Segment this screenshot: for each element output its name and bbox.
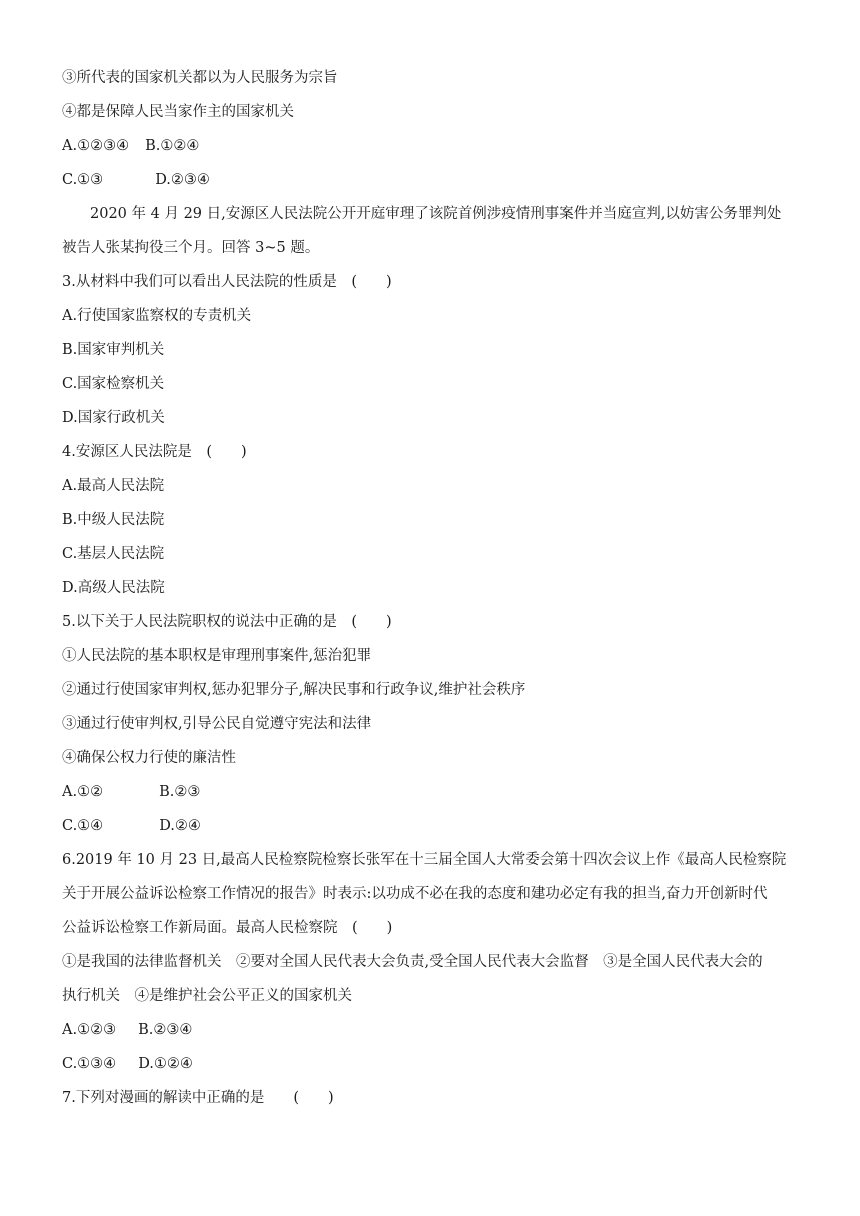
material-paragraph-line-2: 被告人张某拘役三个月。回答 3~5 题。 <box>62 240 320 256</box>
q5-choice-c: C.①④ <box>62 818 104 834</box>
q2-choice-c: C.①③ <box>62 172 104 188</box>
q2-choice-a: A.①②③④ <box>62 138 130 154</box>
q5-choice-row-2 <box>62 816 802 836</box>
q5-choice-a: A.①② <box>62 784 104 800</box>
q3-choice-a: A.行使国家监察权的专责机关 <box>62 308 252 324</box>
q5-choice-b: B.②③ <box>159 784 201 800</box>
q4-stem: 4.安源区人民法院是 ( ) <box>62 444 247 460</box>
q5-choice-d: D.②④ <box>159 818 201 834</box>
q6-choice-a: A.①②③ <box>62 1022 117 1038</box>
q4-choice-b: B.中级人民法院 <box>62 512 165 528</box>
q2-choice-b: B.①②④ <box>145 138 200 154</box>
q5-stem: 5.以下关于人民法院职权的说法中正确的是 ( ) <box>62 614 392 630</box>
q4-choice-c: C.基层人民法院 <box>62 546 165 562</box>
q4-choice-a: A.最高人民法院 <box>62 478 165 494</box>
q4-choice-d: D.高级人民法院 <box>62 580 165 596</box>
q5-choice-row-1 <box>62 782 802 802</box>
q6-choice-row-1 <box>62 1020 802 1040</box>
q3-choice-b: B.国家审判机关 <box>62 342 165 358</box>
q7-stem: 7.下列对漫画的解读中正确的是 ( ) <box>62 1090 334 1106</box>
q5-option-1: ①人民法院的基本职权是审理刑事案件,惩治犯罪 <box>62 648 372 664</box>
q5-option-3: ③通过行使审判权,引导公民自觉遵守宪法和法律 <box>62 716 372 732</box>
material-paragraph-line-1: 2020 年 4 月 29 日,安源区人民法院公开开庭审理了该院首例涉疫情刑事案件并当庭宣判,以妨害公务罪判处 <box>90 206 782 222</box>
q6-options-line-1: ①是我国的法律监督机关 ②要对全国人民代表大会负责,受全国人民代表大会监督 ③是全国人民代表大会的 <box>62 954 763 970</box>
q2-choice-row-1 <box>62 136 802 156</box>
q3-choice-d: D.国家行政机关 <box>62 410 165 426</box>
q6-stem-line-1: 6.2019 年 10 月 23 日,最高人民检察院检察长张军在十三届全国人大常委会第十四次会议上作《最高人民检察院 <box>62 852 787 868</box>
q6-stem-line-3: 公益诉讼检察工作新局面。最高人民检察院 ( ) <box>62 920 393 936</box>
q2-choice-d: D.②③④ <box>155 172 210 188</box>
q3-choice-c: C.国家检察机关 <box>62 376 165 392</box>
q2-option-4: ④都是保障人民当家作主的国家机关 <box>62 104 294 120</box>
q6-choice-d: D.①②④ <box>138 1056 193 1072</box>
q6-choice-row-2 <box>62 1054 802 1074</box>
q6-stem-line-2: 关于开展公益诉讼检察工作情况的报告》时表示:以功成不必在我的态度和建功必定有我的担当,奋力开创新时代 <box>62 886 768 902</box>
q6-choice-b: B.②③④ <box>138 1022 193 1038</box>
q6-choice-c: C.①③④ <box>62 1056 117 1072</box>
q2-option-3: ③所代表的国家机关都以为人民服务为宗旨 <box>62 70 338 86</box>
q3-stem: 3.从材料中我们可以看出人民法院的性质是 ( ) <box>62 274 392 290</box>
q6-options-line-2: 执行机关 ④是维护社会公平正义的国家机关 <box>62 988 352 1004</box>
q2-choice-row-2 <box>62 170 802 190</box>
q5-option-4: ④确保公权力行使的廉洁性 <box>62 750 236 766</box>
q5-option-2: ②通过行使国家审判权,惩办犯罪分子,解决民事和行政争议,维护社会秩序 <box>62 682 526 698</box>
